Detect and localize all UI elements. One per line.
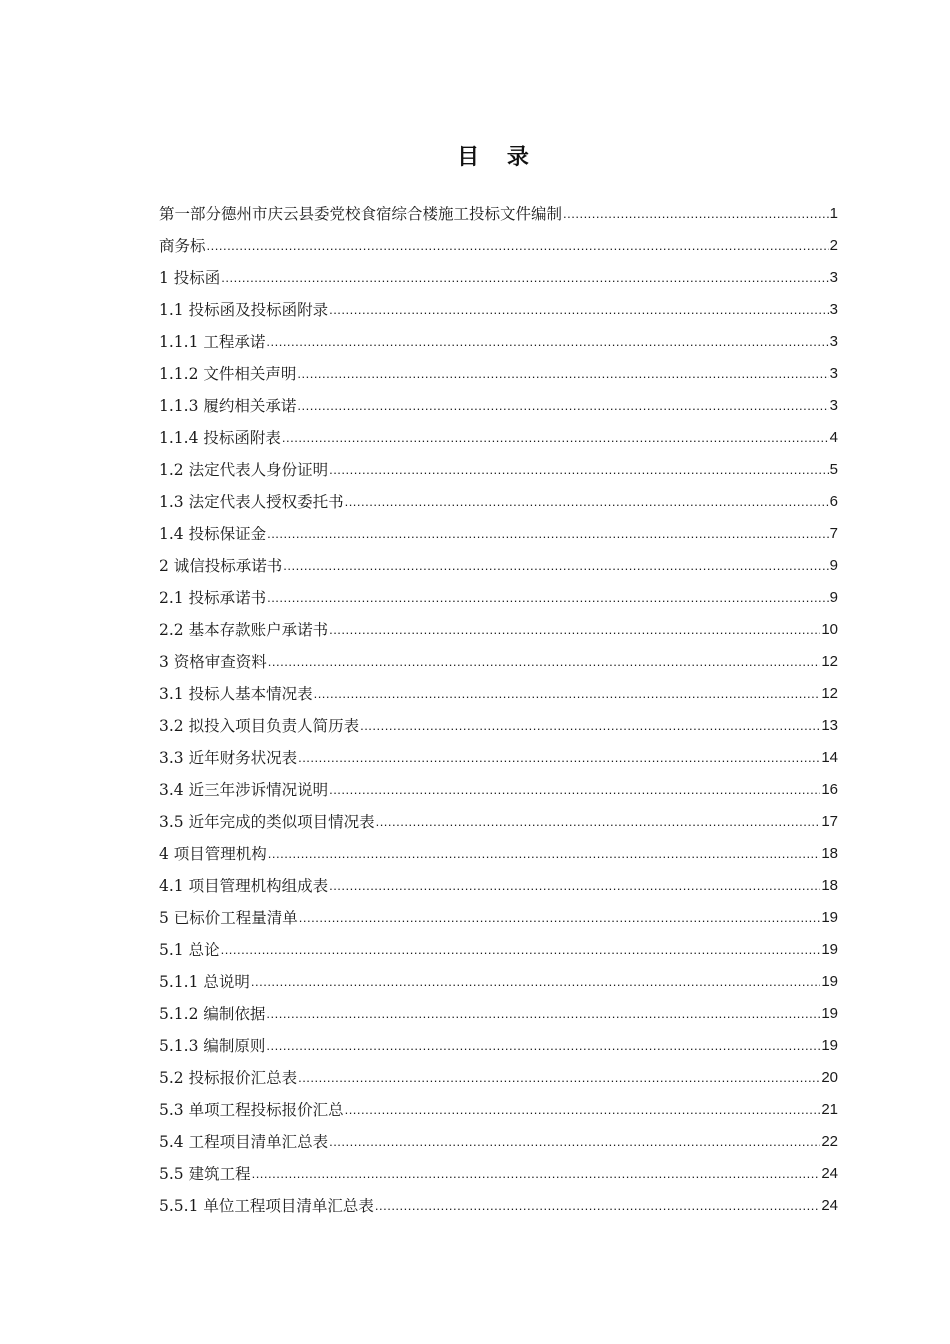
toc-entry[interactable]	[159, 1094, 838, 1126]
toc-entry-page: 18	[821, 845, 838, 862]
toc-entry[interactable]	[159, 806, 838, 838]
toc-entry[interactable]	[159, 486, 838, 518]
toc-entry-text: 1.2 法定代表人身份证明	[159, 461, 329, 479]
toc-leader-dots	[266, 998, 820, 1030]
toc-entry-text: 1 投标函	[159, 269, 221, 287]
toc-entry[interactable]	[159, 326, 838, 358]
toc-entry[interactable]	[159, 774, 838, 806]
toc-leader-dots	[207, 230, 829, 262]
toc-leader-dots	[329, 454, 829, 486]
toc-entry[interactable]	[159, 262, 838, 294]
toc-entry[interactable]	[159, 998, 838, 1030]
toc-entry-text: 1.3 法定代表人授权委托书	[159, 493, 344, 511]
toc-entry[interactable]	[159, 966, 838, 998]
toc-leader-dots	[283, 550, 828, 582]
toc-leader-dots	[329, 870, 820, 902]
toc-entry[interactable]	[159, 294, 838, 326]
toc-entry[interactable]	[159, 710, 838, 742]
toc-leader-dots	[329, 614, 820, 646]
toc-leader-dots	[345, 1094, 821, 1126]
toc-entry-page: 17	[821, 813, 838, 830]
toc-entry-page: 4	[829, 429, 838, 446]
toc-entry-text: 2.1 投标承诺书	[159, 589, 267, 607]
toc-entry[interactable]	[159, 742, 838, 774]
toc-entry-text: 1.1.1 工程承诺	[159, 333, 266, 351]
toc-entry-page: 3	[829, 397, 838, 414]
toc-entry-page: 3	[829, 301, 838, 318]
toc-leader-dots	[297, 358, 828, 390]
toc-entry[interactable]	[159, 1126, 838, 1158]
toc-leader-dots	[268, 838, 821, 870]
toc-leader-dots	[298, 1062, 820, 1094]
toc-entry-page: 13	[821, 717, 838, 734]
toc-entry-page: 3	[829, 333, 838, 350]
toc-entry-text: 3.3 近年财务状况表	[159, 749, 298, 767]
toc-entry[interactable]	[159, 614, 838, 646]
toc-entry-text: 1.1.2 文件相关声明	[159, 365, 297, 383]
toc-entry[interactable]	[159, 422, 838, 454]
toc-entry-page: 22	[821, 1133, 838, 1150]
toc-entry[interactable]	[159, 198, 838, 230]
toc-entry-text: 1.4 投标保证金	[159, 525, 267, 543]
toc-entry[interactable]	[159, 870, 838, 902]
toc-entry-page: 19	[821, 1037, 838, 1054]
toc-leader-dots	[251, 966, 820, 998]
toc-entry-page: 19	[821, 909, 838, 926]
toc-entry-page: 19	[821, 973, 838, 990]
toc-leader-dots	[360, 710, 820, 742]
toc-entry[interactable]	[159, 1190, 838, 1222]
toc-entry-page: 14	[821, 749, 838, 766]
toc-leader-dots	[297, 390, 828, 422]
toc-entry[interactable]	[159, 518, 838, 550]
toc-leader-dots	[221, 262, 828, 294]
toc-entry-text: 5.2 投标报价汇总表	[159, 1069, 298, 1087]
toc-entry-text: 1.1.4 投标函附表	[159, 429, 281, 447]
toc-leader-dots	[375, 1190, 820, 1222]
toc-entry-text: 1.1 投标函及投标函附录	[159, 301, 329, 319]
toc-entry[interactable]	[159, 646, 838, 678]
toc-entry-text: 2 诚信投标承诺书	[159, 557, 283, 575]
toc-entry-text: 2.2 基本存款账户承诺书	[159, 621, 329, 639]
toc-entry-page: 6	[829, 493, 838, 510]
toc-entry[interactable]	[159, 838, 838, 870]
toc-leader-dots	[345, 486, 829, 518]
toc-entry-text: 5.1.2 编制依据	[159, 1005, 266, 1023]
toc-leader-dots	[299, 902, 821, 934]
toc-entry-text: 3.5 近年完成的类似项目情况表	[159, 813, 375, 831]
toc-entry-page: 19	[821, 1005, 838, 1022]
toc-entry[interactable]	[159, 1030, 838, 1062]
toc-entry-text: 5.5.1 单位工程项目清单汇总表	[159, 1197, 374, 1215]
page-title: 目 录	[457, 145, 539, 170]
toc-entry-text: 5.4 工程项目清单汇总表	[159, 1133, 329, 1151]
toc-entry-page: 12	[821, 685, 838, 702]
toc-entry-text: 3.4 近三年涉诉情况说明	[159, 781, 329, 799]
toc-entry-text: 5.5 建筑工程	[159, 1165, 251, 1183]
toc-leader-dots	[314, 678, 821, 710]
toc-entry-text: 5.1 总论	[159, 941, 220, 959]
toc-entry[interactable]	[159, 358, 838, 390]
toc-entry-page: 9	[829, 557, 838, 574]
toc-leader-dots	[329, 1126, 820, 1158]
toc-leader-dots	[252, 1158, 821, 1190]
toc-entry-page: 3	[829, 269, 838, 286]
toc-entry[interactable]	[159, 902, 838, 934]
toc-entry-text: 4 项目管理机构	[159, 845, 267, 863]
toc-entry[interactable]	[159, 678, 838, 710]
toc-entry-page: 12	[821, 653, 838, 670]
toc-entry-text: 3.1 投标人基本情况表	[159, 685, 313, 703]
toc-entry[interactable]	[159, 390, 838, 422]
toc-entry-page: 18	[821, 877, 838, 894]
toc-entry-text: 4.1 项目管理机构组成表	[159, 877, 329, 895]
toc-entry-page: 9	[829, 589, 838, 606]
toc-entry[interactable]	[159, 1062, 838, 1094]
toc-entry[interactable]	[159, 550, 838, 582]
toc-entry-page: 3	[829, 365, 838, 382]
toc-entry-text: 商务标	[159, 237, 206, 255]
toc-leader-dots	[329, 294, 829, 326]
toc-entry-text: 3 资格审查资料	[159, 653, 267, 671]
toc-entry[interactable]	[159, 934, 838, 966]
toc-entry[interactable]	[159, 454, 838, 486]
toc-leader-dots	[266, 326, 828, 358]
toc-entry-page: 20	[821, 1069, 838, 1086]
toc-entry[interactable]	[159, 230, 838, 262]
toc-leader-dots	[376, 806, 821, 838]
toc-entry-text: 5 已标价工程量清单	[159, 909, 298, 927]
toc-leader-dots	[266, 1030, 820, 1062]
toc-leader-dots	[329, 774, 820, 806]
toc-entry-page: 19	[821, 941, 838, 958]
toc-leader-dots	[282, 422, 829, 454]
toc-leader-dots	[267, 518, 829, 550]
toc-entry-page: 7	[829, 525, 838, 542]
toc-entry-text: 5.1.3 编制原则	[159, 1037, 266, 1055]
toc-entry[interactable]	[159, 582, 838, 614]
toc-entry-text: 3.2 拟投入项目负责人简历表	[159, 717, 360, 735]
toc-entry-page: 5	[829, 461, 838, 478]
toc-leader-dots	[298, 742, 820, 774]
toc-entry[interactable]	[159, 1158, 838, 1190]
toc-leader-dots	[563, 198, 829, 230]
toc-leader-dots	[268, 646, 821, 678]
toc-entry-page: 16	[821, 781, 838, 798]
toc-leader-dots	[267, 582, 829, 614]
toc-entry-text: 1.1.3 履约相关承诺	[159, 397, 297, 415]
toc-entry-page: 21	[821, 1101, 838, 1118]
toc-entry-page: 24	[821, 1197, 838, 1214]
table-of-contents	[159, 198, 838, 1222]
toc-leader-dots	[221, 934, 821, 966]
toc-entry-text: 5.1.1 总说明	[159, 973, 250, 991]
toc-entry-page: 1	[829, 205, 838, 222]
toc-entry-text: 第一部分德州市庆云县委党校食宿综合楼施工投标文件编制	[159, 205, 563, 223]
toc-entry-text: 5.3 单项工程投标报价汇总	[159, 1101, 344, 1119]
toc-entry-page: 2	[829, 237, 838, 254]
toc-entry-page: 24	[821, 1165, 838, 1182]
toc-entry-page: 10	[821, 621, 838, 638]
